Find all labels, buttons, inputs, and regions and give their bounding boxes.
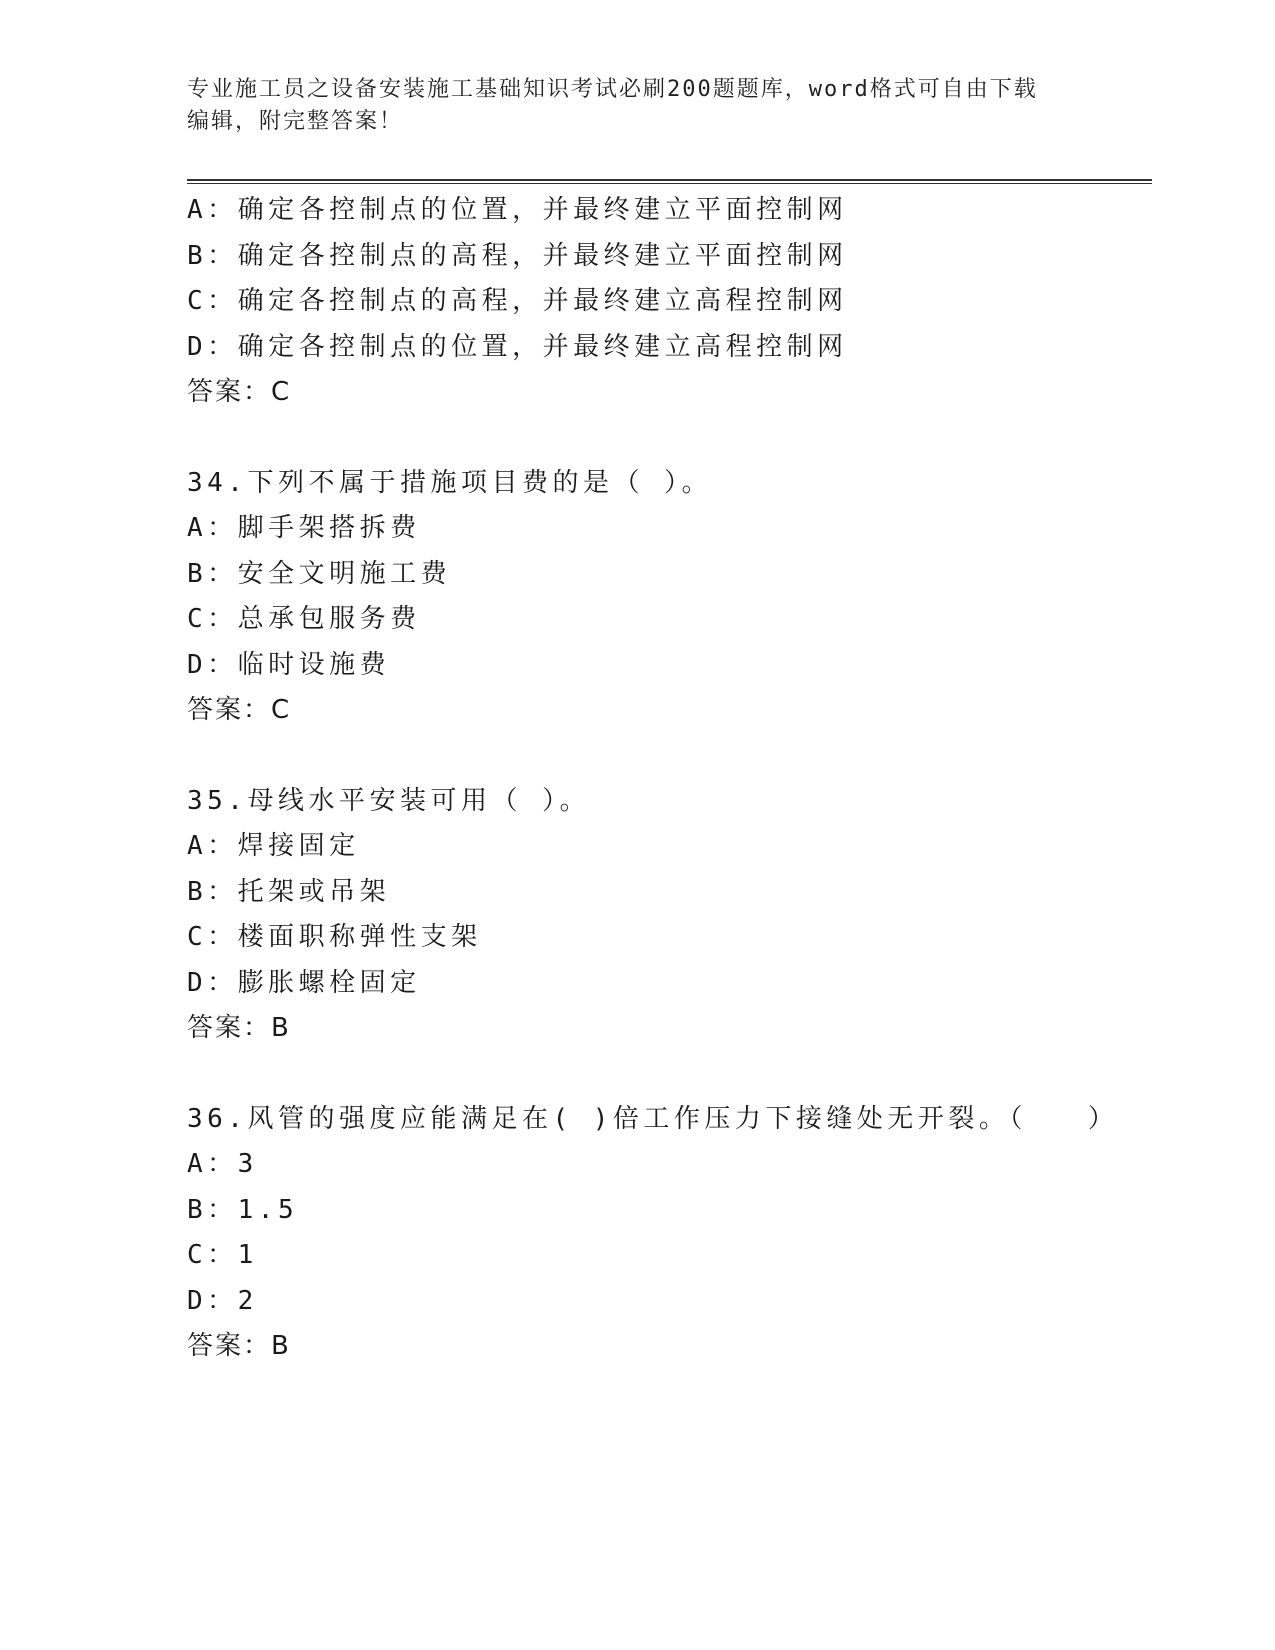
option-b: B：确定各控制点的高程，并最终建立平面控制网 — [187, 240, 848, 271]
question-block-35 — [187, 779, 1152, 1052]
answer-line: 答案：B — [187, 1331, 291, 1361]
header-line-1: 专业施工员之设备安装施工基础知识考试必刷200题题库，word格式可自由下载 — [187, 77, 1038, 102]
option-d: D：确定各控制点的位置，并最终建立高程控制网 — [187, 331, 848, 362]
question-block-34 — [187, 461, 1152, 734]
option-d: D：临时设施费 — [187, 649, 391, 680]
option-a: A：确定各控制点的位置，并最终建立平面控制网 — [187, 195, 848, 225]
option-c: C：1 — [187, 1240, 258, 1270]
option-c: C：楼面职称弹性支架 — [187, 922, 482, 952]
option-b: B：托架或吊架 — [187, 876, 391, 907]
question-block-33 — [187, 188, 1152, 416]
answer-line: 答案：B — [187, 1013, 291, 1043]
document-body — [187, 188, 1152, 1370]
option-b: B：安全文明施工费 — [187, 558, 452, 589]
header-divider — [187, 179, 1152, 184]
option-d: D：2 — [187, 1285, 258, 1316]
option-d: D：膨胀螺栓固定 — [187, 967, 421, 998]
answer-line: 答案：C — [187, 695, 292, 725]
option-b: B：1.5 — [187, 1194, 299, 1225]
question-block-36 — [187, 1097, 1152, 1370]
question-text: 34.下列不属于措施项目费的是（ ）。 — [187, 467, 713, 498]
document-header — [187, 74, 1067, 138]
option-a: A：3 — [187, 1149, 258, 1179]
spacer — [187, 1052, 1152, 1097]
header-line-2: 编辑，附完整答案！ — [187, 109, 404, 134]
question-text: 36.风管的强度应能满足在( )倍工作压力下接缝处无开裂。（ ） — [187, 1103, 1119, 1134]
spacer — [187, 734, 1152, 779]
answer-line: 答案：C — [187, 377, 292, 407]
question-text: 35.母线水平安装可用（ ）。 — [187, 785, 591, 816]
option-c: C：确定各控制点的高程，并最终建立高程控制网 — [187, 286, 848, 316]
spacer — [187, 416, 1152, 461]
option-c: C：总承包服务费 — [187, 604, 421, 634]
option-a: A：脚手架搭拆费 — [187, 513, 421, 543]
option-a: A：焊接固定 — [187, 831, 360, 861]
